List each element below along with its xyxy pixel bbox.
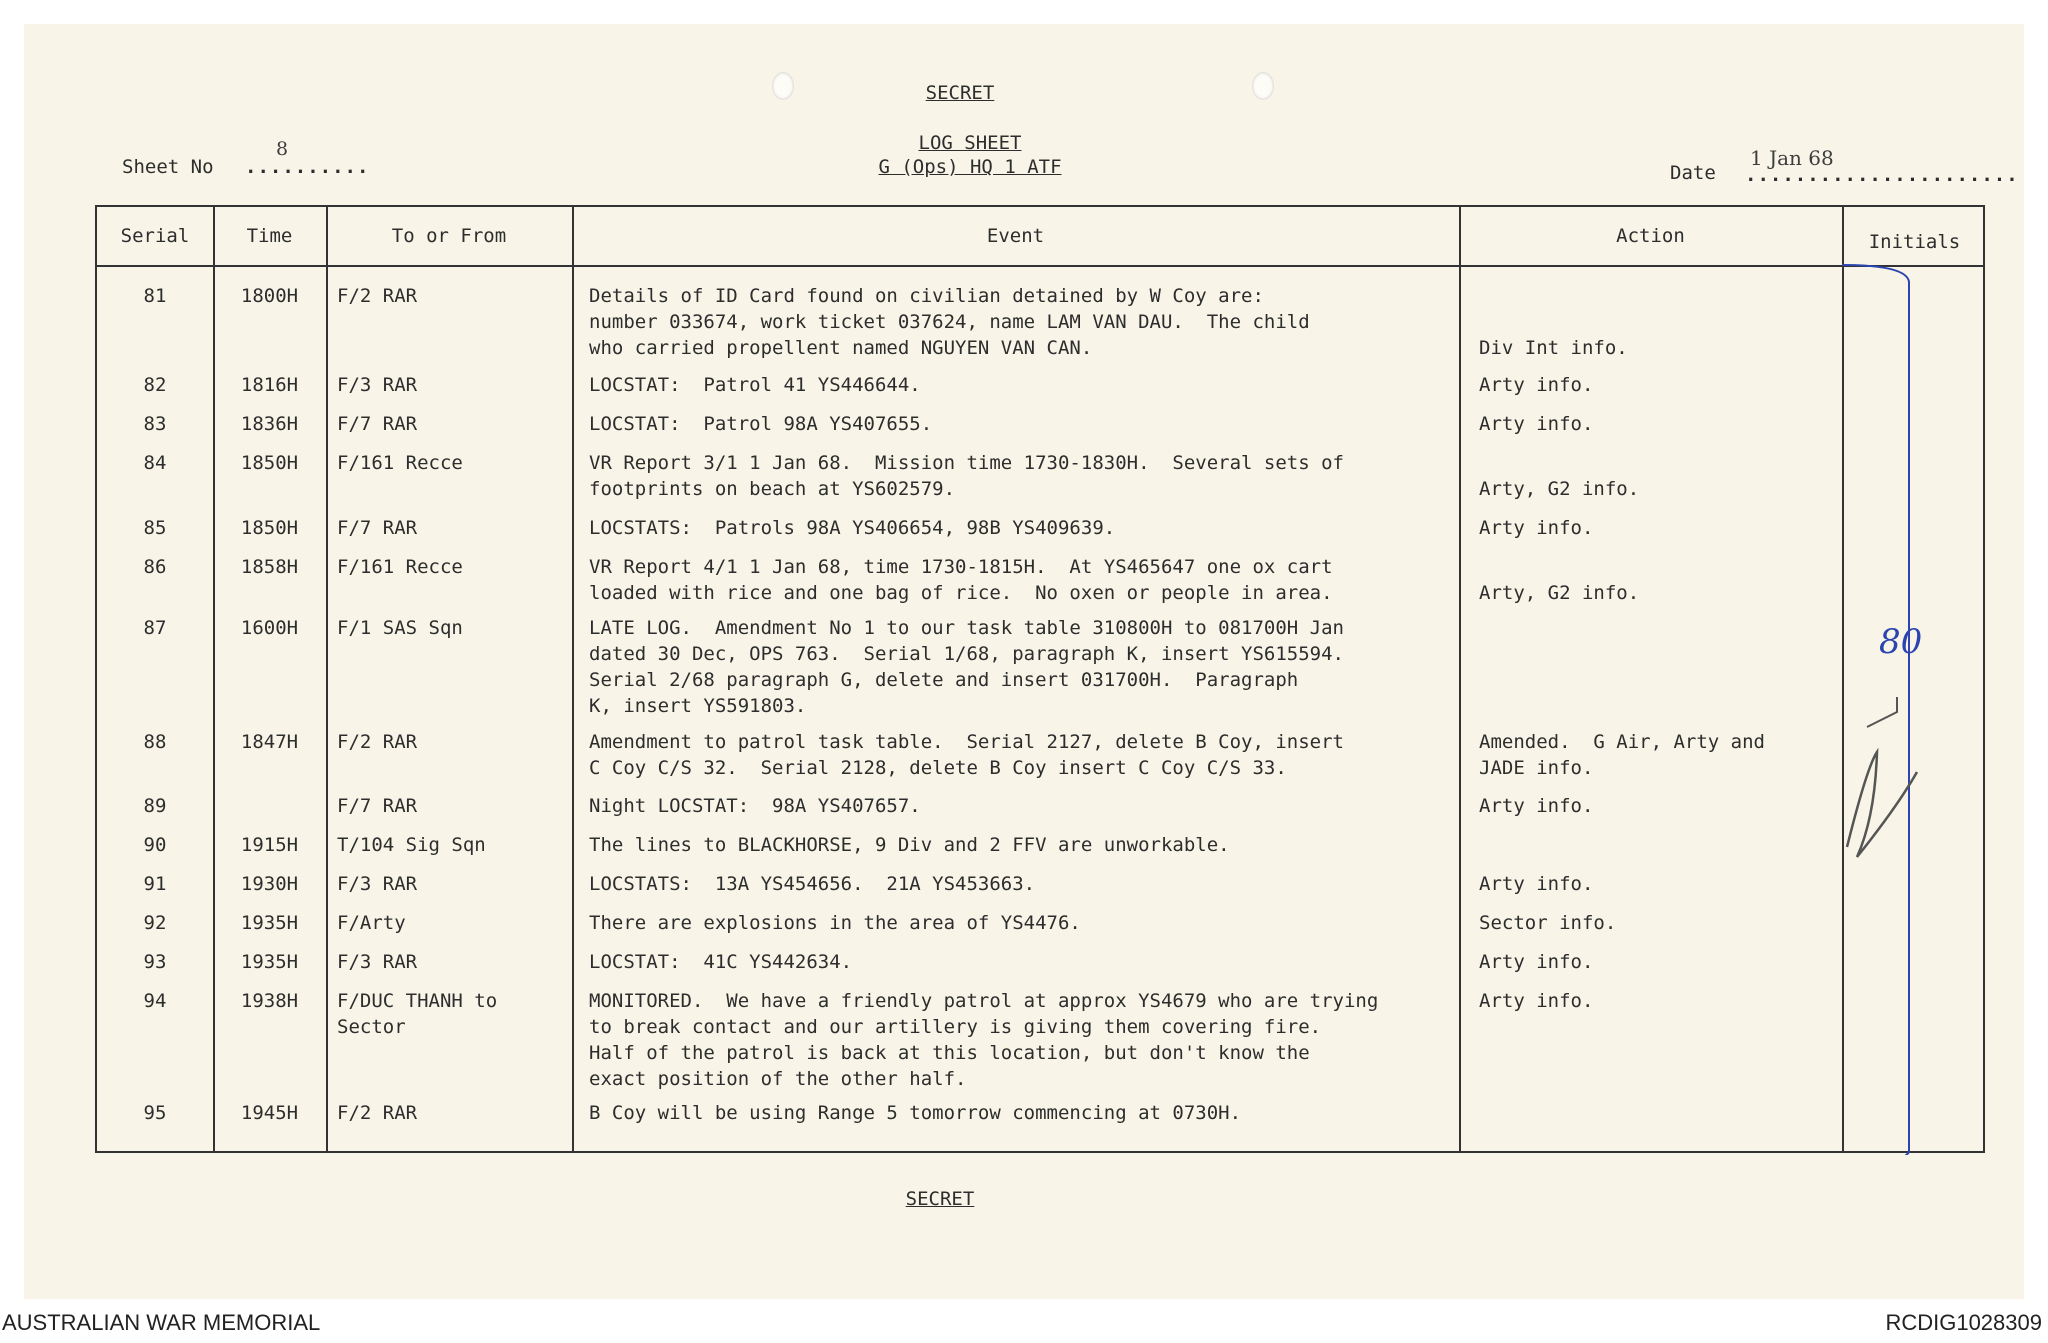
cell-serial: 82 xyxy=(143,374,167,396)
cell-event: LOCSTAT: 41C YS442634. xyxy=(589,951,853,973)
initials-number: 80 xyxy=(1879,622,1923,662)
column-header-serial: Serial xyxy=(120,225,190,247)
cell-action: Arty info. xyxy=(1479,374,1594,396)
classification-top: SECRET xyxy=(925,82,995,104)
cell-serial: 93 xyxy=(143,951,167,973)
sheet-no-value: 8 xyxy=(276,138,289,160)
cell-event: VR Report 3/1 1 Jan 68. Mission time 1730-1830H. Several sets of footprints on beach at YS602579. xyxy=(589,452,1344,500)
cell-from: F/7 RAR xyxy=(337,795,418,817)
cell-serial: 92 xyxy=(143,912,167,934)
cell-time: 1935H xyxy=(240,951,299,973)
cell-from: F/DUC THANH to Sector xyxy=(337,990,498,1038)
cell-from: F/2 RAR xyxy=(337,731,418,753)
cell-time: 1847H xyxy=(240,731,299,753)
date-value: 1 Jan 68 xyxy=(1750,146,1834,170)
cell-from: F/1 SAS Sqn xyxy=(337,617,463,639)
cell-from: F/Arty xyxy=(337,912,406,934)
footer-left-caption: AUSTRALIAN WAR MEMORIAL xyxy=(2,1310,321,1335)
cell-time: 1850H xyxy=(240,517,299,539)
cell-event: MONITORED. We have a friendly patrol at approx YS4679 who are trying to break contact and our artillery is giving them covering fire. Half of the patrol is back at this location, but don't know the exact position of the other half. xyxy=(589,990,1379,1090)
cell-event: LOCSTAT: Patrol 98A YS407655. xyxy=(589,413,933,435)
cell-action: Sector info. xyxy=(1479,912,1617,934)
column-header-from: To or From xyxy=(391,225,507,247)
cell-serial: 88 xyxy=(143,731,167,753)
cell-event: B Coy will be using Range 5 tomorrow commencing at 0730H. xyxy=(589,1102,1242,1124)
cell-action: Arty info. xyxy=(1479,951,1594,973)
cell-event: LATE LOG. Amendment No 1 to our task table 310800H to 081700H Jan dated 30 Dec, OPS 763. Serial 1/68, paragraph K, insert YS615594. Serial 2/68 paragraph G, delete and insert 031700H. Paragraph K, insert YS591803. xyxy=(589,617,1344,717)
col-divider xyxy=(326,207,328,1151)
date-label: Date xyxy=(1670,162,1716,184)
cell-from: F/7 RAR xyxy=(337,517,418,539)
cell-time: 1915H xyxy=(240,834,299,856)
cell-time: 1930H xyxy=(240,873,299,895)
classification-bottom: SECRET xyxy=(905,1188,975,1210)
cell-event: VR Report 4/1 1 Jan 68, time 1730-1815H. At YS465647 one ox cart loaded with rice and one bag of rice. No oxen or people in area. xyxy=(589,556,1333,604)
column-header-time: Time xyxy=(246,225,293,247)
cell-from: F/7 RAR xyxy=(337,413,418,435)
cell-action: Arty info. xyxy=(1479,990,1594,1012)
cell-event: Amendment to patrol task table. Serial 2127, delete B Coy, insert C Coy C/S 32. Serial 2128, delete B Coy insert C Coy C/S 33. xyxy=(589,731,1344,779)
cell-serial: 87 xyxy=(143,617,167,639)
col-divider xyxy=(572,207,574,1151)
cell-from: F/2 RAR xyxy=(337,285,418,307)
cell-from: F/3 RAR xyxy=(337,873,418,895)
sheet-no-label: Sheet No xyxy=(122,156,214,178)
log-sheet-title: LOG SHEET xyxy=(918,132,1022,154)
cell-time: 1800H xyxy=(240,285,299,307)
cell-action: Arty info. xyxy=(1479,517,1594,539)
cell-event: LOCSTAT: Patrol 41 YS446644. xyxy=(589,374,921,396)
cell-action: Arty, G2 info. xyxy=(1479,582,1640,604)
cell-serial: 85 xyxy=(143,517,167,539)
cell-serial: 91 xyxy=(143,873,167,895)
cell-serial: 95 xyxy=(143,1102,167,1124)
cell-time: 1816H xyxy=(240,374,299,396)
cell-action: Arty info. xyxy=(1479,413,1594,435)
cell-event: LOCSTATS: 13A YS454656. 21A YS453663. xyxy=(589,873,1036,895)
cell-event: Details of ID Card found on civilian detained by W Coy are: number 033674, work ticket 037624, name LAM VAN DAU. The child who carried propellent named NGUYEN VAN CAN. xyxy=(589,285,1310,359)
cell-from: F/161 Recce xyxy=(337,452,463,474)
log-sheet-subtitle: G (Ops) HQ 1 ATF xyxy=(878,156,1062,178)
column-header-initials: Initials xyxy=(1868,231,1961,253)
cell-action: Arty, G2 info. xyxy=(1479,478,1640,500)
cell-serial: 86 xyxy=(143,556,167,578)
cell-time: 1935H xyxy=(240,912,299,934)
cell-serial: 84 xyxy=(143,452,167,474)
cell-event: There are explosions in the area of YS4476. xyxy=(589,912,1081,934)
cell-serial: 94 xyxy=(143,990,167,1012)
cell-from: F/3 RAR xyxy=(337,374,418,396)
cell-time: 1858H xyxy=(240,556,299,578)
cell-from: F/3 RAR xyxy=(337,951,418,973)
cell-action: Arty info. xyxy=(1479,873,1594,895)
cell-from: T/104 Sig Sqn xyxy=(337,834,486,856)
punch-hole-left xyxy=(772,72,794,100)
cell-time: 1850H xyxy=(240,452,299,474)
cell-time: 1938H xyxy=(240,990,299,1012)
punch-hole-right xyxy=(1252,72,1274,100)
col-divider xyxy=(1459,207,1461,1151)
cell-serial: 83 xyxy=(143,413,167,435)
cell-event: The lines to BLACKHORSE, 9 Div and 2 FFV are unworkable. xyxy=(589,834,1230,856)
log-table xyxy=(95,205,1985,1153)
cell-action: Amended. G Air, Arty and JADE info. xyxy=(1479,731,1765,779)
sheet-no-dots: .......... xyxy=(245,156,370,178)
col-divider xyxy=(1842,207,1844,1151)
cell-serial: 90 xyxy=(143,834,167,856)
cell-time: 1945H xyxy=(240,1102,299,1124)
date-dots: ...................... xyxy=(1745,164,2019,186)
column-header-action: Action xyxy=(1616,225,1685,247)
cell-event: Night LOCSTAT: 98A YS407657. xyxy=(589,795,921,817)
cell-serial: 81 xyxy=(143,285,167,307)
cell-action: Arty info. xyxy=(1479,795,1594,817)
cell-time: 1600H xyxy=(240,617,299,639)
column-header-event: Event xyxy=(986,225,1045,247)
footer-right-caption: RCDIG1028309 xyxy=(1885,1310,2042,1335)
cell-serial: 89 xyxy=(143,795,167,817)
cell-event: LOCSTATS: Patrols 98A YS406654, 98B YS409639. xyxy=(589,517,1116,539)
header-divider xyxy=(97,265,1983,267)
cell-from: F/2 RAR xyxy=(337,1102,418,1124)
cell-from: F/161 Recce xyxy=(337,556,463,578)
cell-action: Div Int info. xyxy=(1479,337,1628,359)
cell-time: 1836H xyxy=(240,413,299,435)
